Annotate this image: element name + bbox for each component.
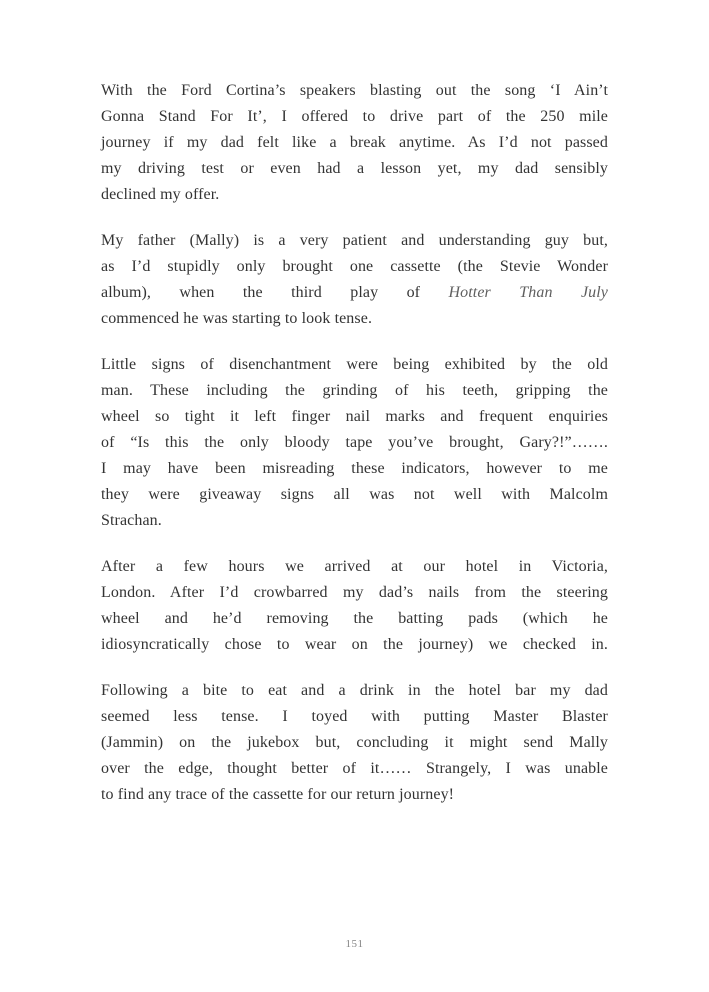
- text-line: [101, 78, 608, 104]
- text-segment: man. These including the grinding of his teeth, gripping the: [101, 382, 608, 399]
- text-line: [101, 554, 608, 580]
- page-text: [101, 78, 608, 828]
- text-line: [101, 782, 608, 808]
- text-segment: seemed less tense. I toyed with putting Master Blaster: [101, 708, 608, 725]
- text-segment: Following a bite to eat and a drink in the hotel bar my dad: [101, 682, 608, 699]
- text-segment: commenced he was starting to look tense.: [101, 310, 373, 327]
- italic-title-text: Hotter Than July: [448, 284, 609, 301]
- paragraph: [101, 78, 608, 208]
- text-line: [101, 156, 608, 182]
- paragraph: [101, 228, 608, 332]
- text-segment: Strachan.: [101, 512, 162, 529]
- text-line: [101, 730, 608, 756]
- text-line: [101, 130, 608, 156]
- text-segment: My father (Mally) is a very patient and understanding guy but,: [101, 232, 608, 249]
- text-line: [101, 404, 608, 430]
- paragraph: [101, 554, 608, 658]
- text-segment: as I’d stupidly only brought one cassette (the Stevie Wonder: [101, 258, 608, 275]
- text-segment: my driving test or even had a lesson yet, my dad sensibly: [101, 160, 608, 177]
- paragraph: [101, 678, 608, 808]
- text-line: [101, 254, 608, 280]
- text-line: [101, 430, 608, 456]
- text-segment: With the Ford Cortina’s speakers blasting out the song ‘I Ain’t: [101, 82, 608, 99]
- text-segment: Little signs of disenchantment were being exhibited by the old: [101, 356, 608, 373]
- text-segment: idiosyncratically chose to wear on the journey) we checked in.: [101, 636, 608, 653]
- text-segment: declined my offer.: [101, 186, 220, 203]
- text-line: [101, 228, 608, 254]
- text-segment: I may have been misreading these indicators, however to me: [101, 460, 608, 477]
- text-segment: wheel and he’d removing the batting pads (which he: [101, 610, 608, 627]
- text-segment: over the edge, thought better of it…… Strangely, I was unable: [101, 760, 608, 777]
- text-segment: After a few hours we arrived at our hotel in Victoria,: [101, 558, 608, 575]
- text-line: [101, 306, 608, 332]
- text-line: [101, 456, 608, 482]
- paragraph: [101, 352, 608, 534]
- text-line: [101, 756, 608, 782]
- text-segment: album), when the third play of: [101, 284, 449, 301]
- text-line: [101, 580, 608, 606]
- text-line: [101, 378, 608, 404]
- text-line: [101, 606, 608, 632]
- text-line: [101, 182, 608, 208]
- text-line: [101, 704, 608, 730]
- text-line: [101, 104, 608, 130]
- text-segment: they were giveaway signs all was not well with Malcolm: [101, 486, 608, 503]
- text-segment: London. After I’d crowbarred my dad’s nails from the steering: [101, 584, 608, 601]
- text-segment: of “Is this the only bloody tape you’ve brought, Gary?!”…….: [101, 434, 608, 451]
- text-segment: Gonna Stand For It’, I offered to drive part of the 250 mile: [101, 108, 608, 125]
- text-segment: wheel so tight it left finger nail marks and frequent enquiries: [101, 408, 608, 425]
- text-line: [101, 508, 608, 534]
- text-segment: to find any trace of the cassette for our return journey!: [101, 786, 455, 803]
- text-line: [101, 678, 608, 704]
- text-segment: (Jammin) on the jukebox but, concluding it might send Mally: [101, 734, 608, 751]
- text-line: [101, 482, 608, 508]
- page-number: 151: [345, 938, 364, 950]
- text-line: [101, 352, 608, 378]
- text-line: [101, 280, 608, 306]
- text-segment: journey if my dad felt like a break anytime. As I’d not passed: [101, 134, 608, 151]
- text-line: [101, 632, 608, 658]
